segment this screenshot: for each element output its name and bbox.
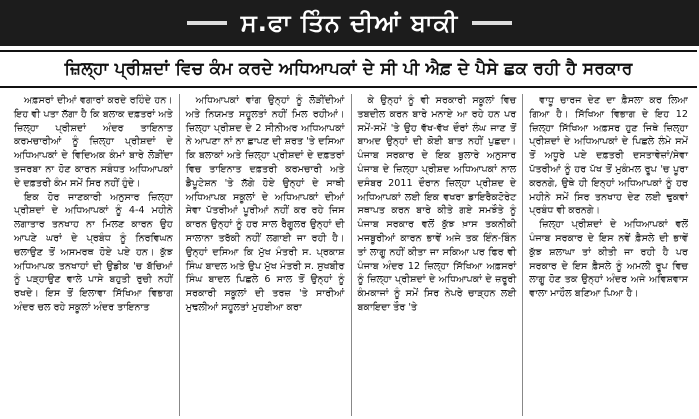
banner-ornament-right bbox=[472, 21, 512, 25]
column-3-paragraph-1: ਕੇ ਉਨ੍ਹਾਂ ਨੂੰ ਵੀ ਸਰਕਾਰੀ ਸਕੂਲਾਂ ਵਿਚ ਤਬਦੀਲ ਕਰਨ ਬਾਰੇ ਮਨਾਏ ਆ ਰਹੇ ਹਨ ਪਰ ਸਮੇਂ-ਸਮੇਂ 'ਤੇ ਉਹ ਵੱਖ-ਵੱਖ ਦੌਰਾਂ ਲੰਘ ਜਾਣ ਤੋਂ ਬਾਅਦ ਉਨ੍ਹਾਂ ਦੀ ਕੋਈ ਬਾਤ ਨਹੀਂ ਪੁਛਦਾ। ਪੰਜਾਬ ਸਰਕਾਰ ਦੇ ਇਕ ਬੁਲਾਰੇ ਅਨੁਸਾਰ ਪੰਜਾਬ ਦੇ ਜ਼ਿਲ੍ਹਾ ਪ੍ਰੀਸ਼ਦ ਅਧਿਆਪਕਾਂ ਨਾਲ ਦਸੰਬਰ 2011 ਦੌਰਾਨ ਜ਼ਿਲ੍ਹਾ ਪ੍ਰੀਸ਼ਦ ਦੇ ਅਧਿਆਪਕਾਂ ਲਈ ਇਕ ਵਖਰਾ ਡਾਇਰੈਕਟੋਰੇਟ ਸਥਾਪਤ ਕਰਨ ਬਾਰੇ ਕੀਤੇ ਗਏ ਸਮਝੌਤੇ ਨੂੰ ਪੰਜਾਬ ਸਰਕਾਰ ਵਲੋਂ ਕੁੱਝ ਖ਼ਾਸ ਤਕਨੀਕੀ ਮਜਬੂਰੀਆਂ ਕਾਰਨ ਭਾਵੇਂ ਅਜੇ ਤਕ ਇੰਨ-ਬਿੰਨ ਤਾਂ ਲਾਗੂ ਨਹੀਂ ਕੀਤਾ ਜਾ ਸਕਿਆ ਪਰ ਫਿਰ ਵੀ ਪੰਜਾਬ ਅੰਦਰ 12 ਜ਼ਿਲ੍ਹਾ ਸਿੱਖਿਆ ਅਫ਼ਸਰਾਂ ਨੂੰ ਜ਼ਿਲ੍ਹਾ ਪ੍ਰੀਸ਼ਦਾਂ ਦੇ ਅਧਿਆਪਕਾਂ ਦੇ ਜ਼ਰੂਰੀ ਕੰਮਕਾਜਾਂ ਨੂੰ ਸਮੇਂ ਸਿਰ ਨੇਪਰੇ ਚਾੜ੍ਹਨ ਲਈ ਬਕਾਇਦਾ ਤੌਰ 'ਤੇ bbox=[357, 95, 517, 313]
column-4-paragraph-2: ਜ਼ਿਲ੍ਹਾ ਪ੍ਰੀਸ਼ਦਾਂ ਦੇ ਅਧਿਆਪਕਾਂ ਵਲੋਂ ਪੰਜਾਬ ਸਰਕਾਰ ਦੇ ਇਸ ਨਵੇਂ ਫ਼ੈਸਲੇ ਦੀ ਭਾਵੇਂ ਕੁੱਝ ਸ਼ਲਾਘਾ ਤਾਂ ਕੀਤੀ ਜਾ ਰਹੀ ਹੈ ਪਰ ਸਰਕਾਰ ਦੇ ਇਸ ਫ਼ੈਸਲੇ ਨੂੰ ਅਮਲੀ ਰੂਪ ਵਿਚ ਲਾਗੂ ਹੋਣ ਤਕ ਉਨ੍ਹਾਂ ਅੰਦਰ ਅਜੇ ਅਵਿਸ਼ਵਾਸ ਵਾਲਾ ਮਾਹੌਲ ਬਣਿਆ ਪਿਆ ਹੈ। bbox=[529, 219, 688, 300]
column-2-paragraph-1: ਅਧਿਆਪਕਾਂ ਵਾਂਗ ਉਨ੍ਹਾਂ ਨੂੰ ਲੋੜੀਂਦੀਆਂ ਅਤੇ ਨਿਯਮਤ ਸਹੂਲਤਾਂ ਨਹੀਂ ਮਿਲ ਰਹੀਆਂ। ਜ਼ਿਲ੍ਹਾ ਪ੍ਰੀਸ਼ਦ ਦੇ 2 ਸੀਨੀਅਰ ਅਧਿਆਪਕਾਂ ਨੇ ਆਪਣਾ ਨਾਂ ਨਾ ਛਾਪਣ ਦੀ ਸ਼ਰਤ 'ਤੇ ਦਸਿਆ ਕਿ ਬਲਾਕਾਂ ਅਤੇ ਜ਼ਿਲ੍ਹਾ ਪ੍ਰੀਸ਼ਦਾਂ ਦੇ ਦਫ਼ਤਰਾਂ ਵਿਚ ਤਾਇਨਾਤ ਦਫ਼ਤਰੀ ਕਰਮਚਾਰੀ ਅਤੇ ਡੈਪੂਟੇਸ਼ਨ 'ਤੇ ਲੱਗੇ ਹੋਏ ਉਨ੍ਹਾਂ ਦੇ ਸਾਥੀ ਅਧਿਆਪਕ ਸਕੂਲਾਂ ਦੇ ਅਧਿਆਪਕਾਂ ਦੀਆਂ ਸੇਵਾ ਪੱਤਰੀਆਂ ਪੂਰੀਆਂ ਨਹੀਂ ਕਰ ਰਹੇ ਜਿਸ ਕਾਰਨ ਉਨ੍ਹਾਂ ਨੂੰ ਹਰ ਸਾਲ ਰੈਗੂਲਰ ਉਨ੍ਹਾਂ ਦੀ ਸਾਲਾਨਾ ਤਰੱਕੀ ਨਹੀਂ ਲਗਾਈ ਜਾ ਰਹੀ ਹੈ। ਉਨ੍ਹਾਂ ਦਸਿਆ ਕਿ ਮੁੱਖ ਮੰਤਰੀ ਸ. ਪ੍ਰਕਾਸ਼ ਸਿੰਘ ਬਾਦਲ ਅਤੇ ਉਪ ਮੁੱਖ ਮੰਤਰੀ ਸ. ਸੁਖਬੀਰ ਸਿੰਘ ਬਾਦਲ ਪਿਛਲੇ 6 ਸਾਲ ਤੋਂ ਉਨ੍ਹਾਂ ਨੂੰ ਸਰਕਾਰੀ ਸਕੂਲਾਂ ਦੀ ਤਰਜ਼ 'ਤੇ ਸਾਰੀਆਂ ਮੁਢਲੀਆਂ ਸਹੂਲਤਾਂ ਮੁਹਈਆ ਕਰਾ bbox=[185, 95, 345, 313]
article-columns bbox=[8, 94, 694, 416]
column-1-paragraph-2: ਇਕ ਹੋਰ ਜਾਣਕਾਰੀ ਅਨੁਸਾਰ ਜ਼ਿਲ੍ਹਾ ਪ੍ਰੀਸ਼ਦਾਂ ਦੇ ਅਧਿਆਪਕਾਂ ਨੂੰ 4-4 ਮਹੀਨੇ ਲਗਾਤਾਰ ਤਨਖਾਹ ਨਾ ਮਿਲਣ ਕਾਰਨ ਉਹ ਆਪਣੇ ਘਰਾਂ ਦੇ ਪ੍ਰਬੰਧ ਨੂੰ ਨਿਰਵਿਘਨ ਚਲਾਉਣ ਤੋਂ ਅਸਮਰਥ ਹੋਏ ਪਏ ਹਨ। ਕੁੱਝ ਅਧਿਆਪਕ ਤਨਖਾਹਾਂ ਦੀ ਉਡੀਕ 'ਚ ਬੱਚਿਆਂ ਨੂੰ ਪੜ੍ਹਾਉਣ ਵਾਲੇ ਪਾਸੇ ਬਹੁਤੀ ਰੁਚੀ ਨਹੀਂ ਰਖਦੇ। ਇਸ ਤੋਂ ਇਲਾਵਾ ਸਿੱਖਿਆ ਵਿਭਾਗ ਅੰਦਰ ਚਲ ਰਹੇ ਸਕੂਲਾਂ ਅੰਦਰ ਤਾਇਨਾਤ bbox=[14, 191, 173, 313]
article-column-1 bbox=[8, 94, 180, 416]
banner-title: ਸ.ਫਾ ਤਿੰਨ ਦੀਆਂ ਬਾਕੀ bbox=[240, 9, 459, 37]
banner-inner bbox=[187, 9, 513, 37]
article-column-2 bbox=[180, 94, 352, 416]
banner-ornament-left bbox=[187, 21, 227, 25]
column-1-paragraph-1: ਅਫ਼ਸਰਾਂ ਦੀਆਂ ਵਗਾਰਾਂ ਕਰਦੇ ਰਹਿੰਦੇ ਹਨ। ਇਹ ਵੀ ਪਤਾ ਲੱਗਾ ਹੈ ਕਿ ਬਲਾਕ ਦਫ਼ਤਰਾਂ ਅਤੇ ਜ਼ਿਲ੍ਹਾ ਪ੍ਰੀਸ਼ਦਾਂ ਅੰਦਰ ਤਾਇਨਾਤ ਕਰਮਚਾਰੀਆਂ ਨੂੰ ਜ਼ਿਲ੍ਹਾ ਪ੍ਰੀਸ਼ਦਾਂ ਦੇ ਅਧਿਆਪਕਾਂ ਦੇ ਵਿਦਿਅਕ ਕੰਮਾਂ ਬਾਰੇ ਲੋੜੀਂਦਾ ਤਜਰਬਾ ਨਾ ਹੋਣ ਕਾਰਨ ਸਬੰਧਤ ਅਧਿਆਪਕਾਂ ਦੇ ਦਫ਼ਤਰੀ ਕੰਮ ਸਮੇਂ ਸਿਰ ਨਹੀਂ ਹੁੰਦੇ। bbox=[14, 95, 173, 189]
article-column-4 bbox=[523, 94, 694, 416]
headline-box bbox=[0, 50, 697, 88]
column-4-paragraph-1: ਵਾਧੂ ਚਾਰਜ ਦੇਣ ਦਾ ਫ਼ੈਸਲਾ ਕਰ ਲਿਆ ਗਿਆ ਹੈ। ਸਿੱਖਿਆ ਵਿਭਾਗ ਦੇ ਇਹ 12 ਜ਼ਿਲ੍ਹਾ ਸਿੱਖਿਆ ਅਫ਼ਸਰ ਹੁਣ ਜਿਥੇ ਜ਼ਿਲ੍ਹਾ ਪ੍ਰੀਸ਼ਦਾਂ ਦੇ ਅਧਿਆਪਕਾਂ ਦੇ ਪਿਛਲੇ ਲੰਮੇ ਸਮੇਂ ਤੋਂ ਅਧੂਰੇ ਪਏ ਦਫ਼ਤਰੀ ਦਸਤਾਵੇਜ਼ਾਂ/ਸੇਵਾ ਪੱਤਰੀਆਂ ਨੂੰ ਹਰ ਪੱਖ ਤੋਂ ਮੁਕੰਮਲ ਰੂਪ 'ਚ ਪੂਰਾ ਕਰਨਗੇ, ਉਥੇ ਹੀ ਇਨ੍ਹਾਂ ਅਧਿਆਪਕਾਂ ਨੂੰ ਹਰ ਮਹੀਨੇ ਸਮੇਂ ਸਿਰ ਤਨਖਾਹ ਦੇਣ ਲਈ ਢੁਕਵਾਂ ਪ੍ਰਬੰਧ ਵੀ ਕਰਨਗੇ। bbox=[529, 95, 688, 217]
article-column-3 bbox=[352, 94, 524, 416]
section-banner bbox=[0, 0, 699, 46]
article-headline: ਜ਼ਿਲ੍ਹਾ ਪ੍ਰੀਸ਼ਦਾਂ ਵਿਚ ਕੰਮ ਕਰਦੇ ਅਧਿਆਪਕਾਂ ਦੇ ਸੀ ਪੀ ਐਫ਼ ਦੇ ਪੈਸੇ ਛਕ ਰਹੀ ਹੈ ਸਰਕਾਰ bbox=[64, 59, 633, 79]
